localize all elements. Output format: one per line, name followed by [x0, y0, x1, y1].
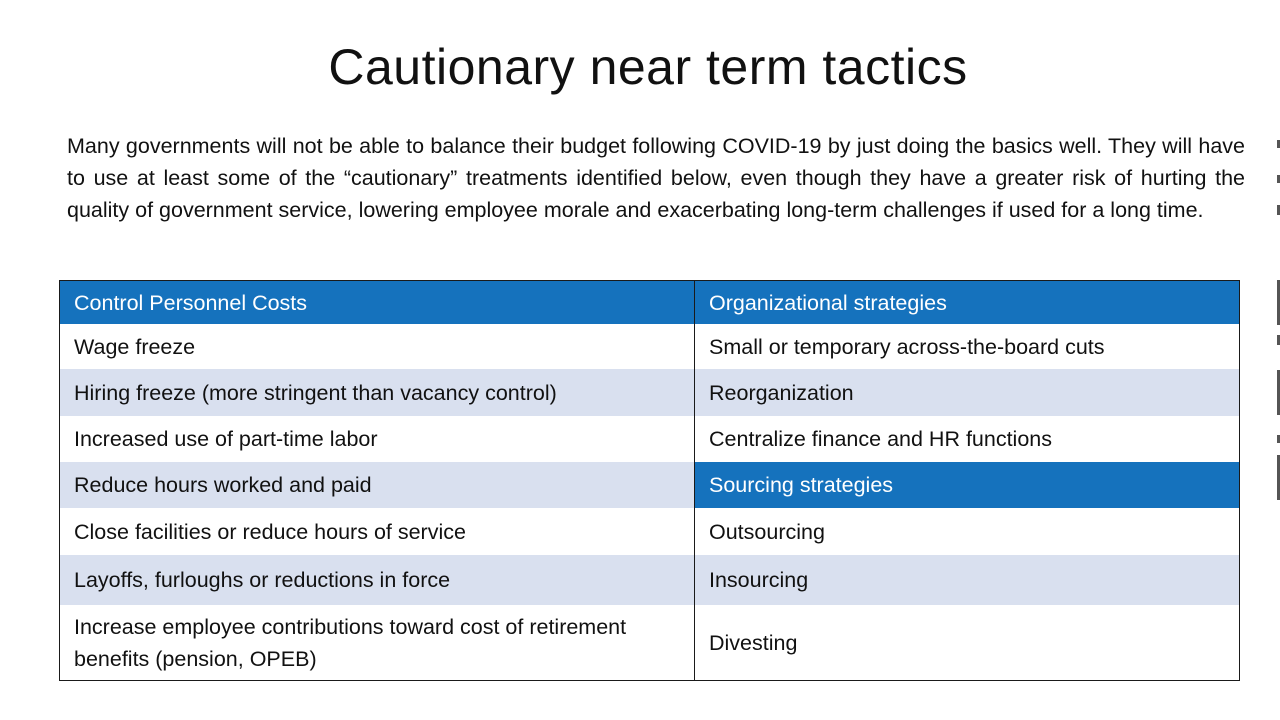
table-row	[60, 508, 1240, 555]
table-cell: Divesting	[695, 605, 1240, 681]
table-cell: Wage freeze	[60, 324, 695, 369]
table-cell: Centralize finance and HR functions	[695, 416, 1240, 462]
table-header-row	[60, 281, 1240, 325]
slide-title: Cautionary near term tactics	[328, 39, 968, 95]
table-row	[60, 462, 1240, 508]
table-cell: Increased use of part-time labor	[60, 416, 695, 462]
tactics-table	[59, 280, 1240, 681]
table-cell: Outsourcing	[695, 508, 1240, 555]
table-row	[60, 369, 1240, 416]
table-cell-header-sourcing: Sourcing strategies	[695, 462, 1240, 508]
table-row	[60, 324, 1240, 369]
table-cell-header-organizational: Organizational strategies	[695, 281, 1240, 325]
intro-paragraph: Many governments will not be able to balance their budget following COVID-19 by just doing the basics well. They will have to use at least some of the “cautionary” treatments identified below, even though they have a greater risk of hurting the quality of government service, lowering employee morale and exacerbating long-term challenges if used for a long time.	[67, 134, 1245, 222]
table-row	[60, 555, 1240, 605]
table-cell: Close facilities or reduce hours of service	[60, 508, 695, 555]
table-cell-header-personnel: Control Personnel Costs	[60, 281, 695, 325]
table-cell: Reduce hours worked and paid	[60, 462, 695, 508]
table-cell: Increase employee contributions toward cost of retirement benefits (pension, OPEB)	[60, 605, 695, 681]
table-cell: Small or temporary across-the-board cuts	[695, 324, 1240, 369]
table-cell: Insourcing	[695, 555, 1240, 605]
table-row	[60, 416, 1240, 462]
table-cell: Layoffs, furloughs or reductions in force	[60, 555, 695, 605]
table-cell: Reorganization	[695, 369, 1240, 416]
table-cell: Hiring freeze (more stringent than vacancy control)	[60, 369, 695, 416]
table-row	[60, 605, 1240, 681]
